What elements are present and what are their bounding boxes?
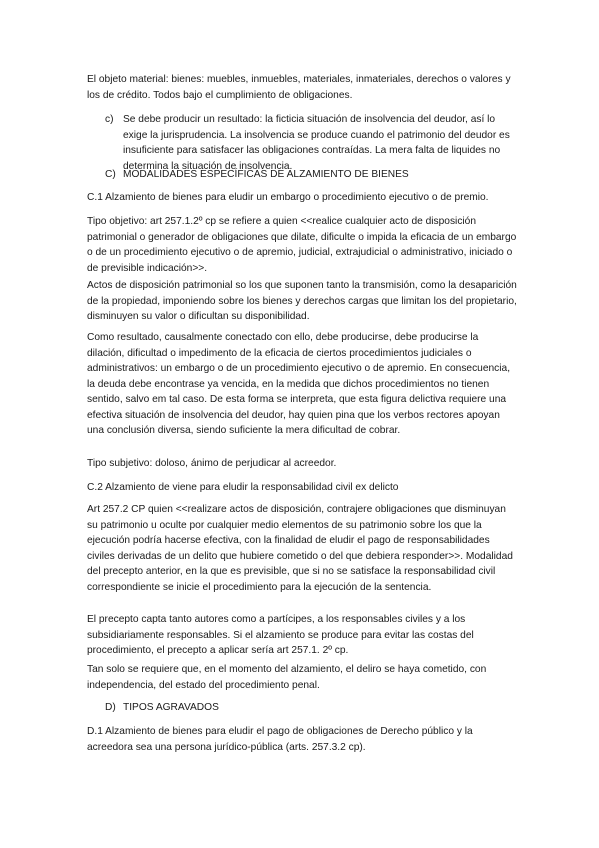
list-marker: c) <box>105 114 114 125</box>
paragraph-objeto-material: El objeto material: bienes: muebles, inmuebles, materiales, inmateriales, derechos o valores y los de crédito. Todos bajo el cumplimiento de obligaciones. <box>87 74 511 101</box>
paragraph-art-257-2: Art 257.2 CP quien <<realizare actos de disposición, contrajere obligaciones que disminuyan su patrimonio u oculte por cualquier medio elementos de su patrimonio sobre los que la ejecución podría hacerse efectiva, con la finalidad de eludir el pago de responsabilidades civiles derivadas de un delito que hubiere cometido o del que debiera responder>>. Modalidad del precepto anterior, en la que es previsible, que si no se satisface la responsabilidad civil correspondiente se inicie el procedimiento para la ejecución de la sentencia. <box>87 504 513 593</box>
paragraph-tipo-subjetivo: Tipo subjetivo: doloso, ánimo de perjudicar al acreedor. <box>87 458 337 469</box>
paragraph-precepto: El precepto capta tanto autores como a partícipes, a los responsables civiles y a los subsidiariamente responsables. Si el alzamiento se produce para evitar las costas del procedimiento, el precepto a aplicar sería art 257.1. 2º cp. <box>87 614 474 656</box>
subsection-heading-c2: C.2 Alzamiento de viene para eludir la responsabilidad civil ex delicto <box>87 482 399 493</box>
section-heading: MODALIDADES ESPECÍFICAS DE ALZAMIENTO DE BIENES <box>123 169 409 180</box>
paragraph-actos-disposicion: Actos de disposición patrimonial so los que suponen tanto la transmisión, como la desaparición de la propiedad, imponiendo sobre los bienes y derechos cargas que limitan los del propietario, disminuyen su valor o dificultan su disponibilidad. <box>87 280 517 322</box>
paragraph-d1: D.1 Alzamiento de bienes para eludir el pago de obligaciones de Derecho público y la acreedora sea una persona jurídico-pública (arts. 257.3.2 cp). <box>87 726 473 753</box>
section-heading: TIPOS AGRAVADOS <box>123 702 219 713</box>
list-marker: C) <box>105 169 116 180</box>
list-item-text: Se debe producir un resultado: la ficticia situación de insolvencia del deudor, así lo exige la jurisprudencia. La insolvencia se produce cuando el patrimonio del deudor es insuficiente para satisfacer las obligaciones contraídas. La mera falta de liquides no determina la situación de insolvencia. <box>123 114 510 172</box>
list-marker: D) <box>105 702 116 713</box>
paragraph-tan-solo: Tan solo se requiere que, en el momento del alzamiento, el deliro se haya cometido, con independencia, del estado del procedimiento penal. <box>87 664 487 691</box>
paragraph-tipo-objetivo: Tipo objetivo: art 257.1.2º cp se refiere a quien <<realice cualquier acto de disposición patrimonial o generador de obligaciones que dilate, dificulte o impida la eficacia de un embargo o de un procedimiento ejecutivo o de apremio, judicial, extrajudicial o administrativo, iniciado o de previsible indicación>>. <box>87 216 517 274</box>
paragraph-resultado: Como resultado, causalmente conectado con ello, debe producirse, debe producirse la dilación, dificultad o impedimento de la eficacia de ciertos procedimientos judiciales o administrativos: un embargo o de un procedimiento ejecutivo o de apremio. En consecuencia, la deuda debe encontrase ya vencida, en la medida que dichos procedimientos no tienen sentido, salvo em tal caso. De esta forma se interpreta, que esta figura delictiva requiere una efectiva situación de insolvencia del deudor, hay quien pina que los verbos rectores apoyan una conclusión diversa, siendo suficiente la mera dificultad de cobrar. <box>87 332 511 436</box>
subsection-heading-c1: C.1 Alzamiento de bienes para eludir un embargo o procedimiento ejecutivo o de premio. <box>87 192 489 203</box>
